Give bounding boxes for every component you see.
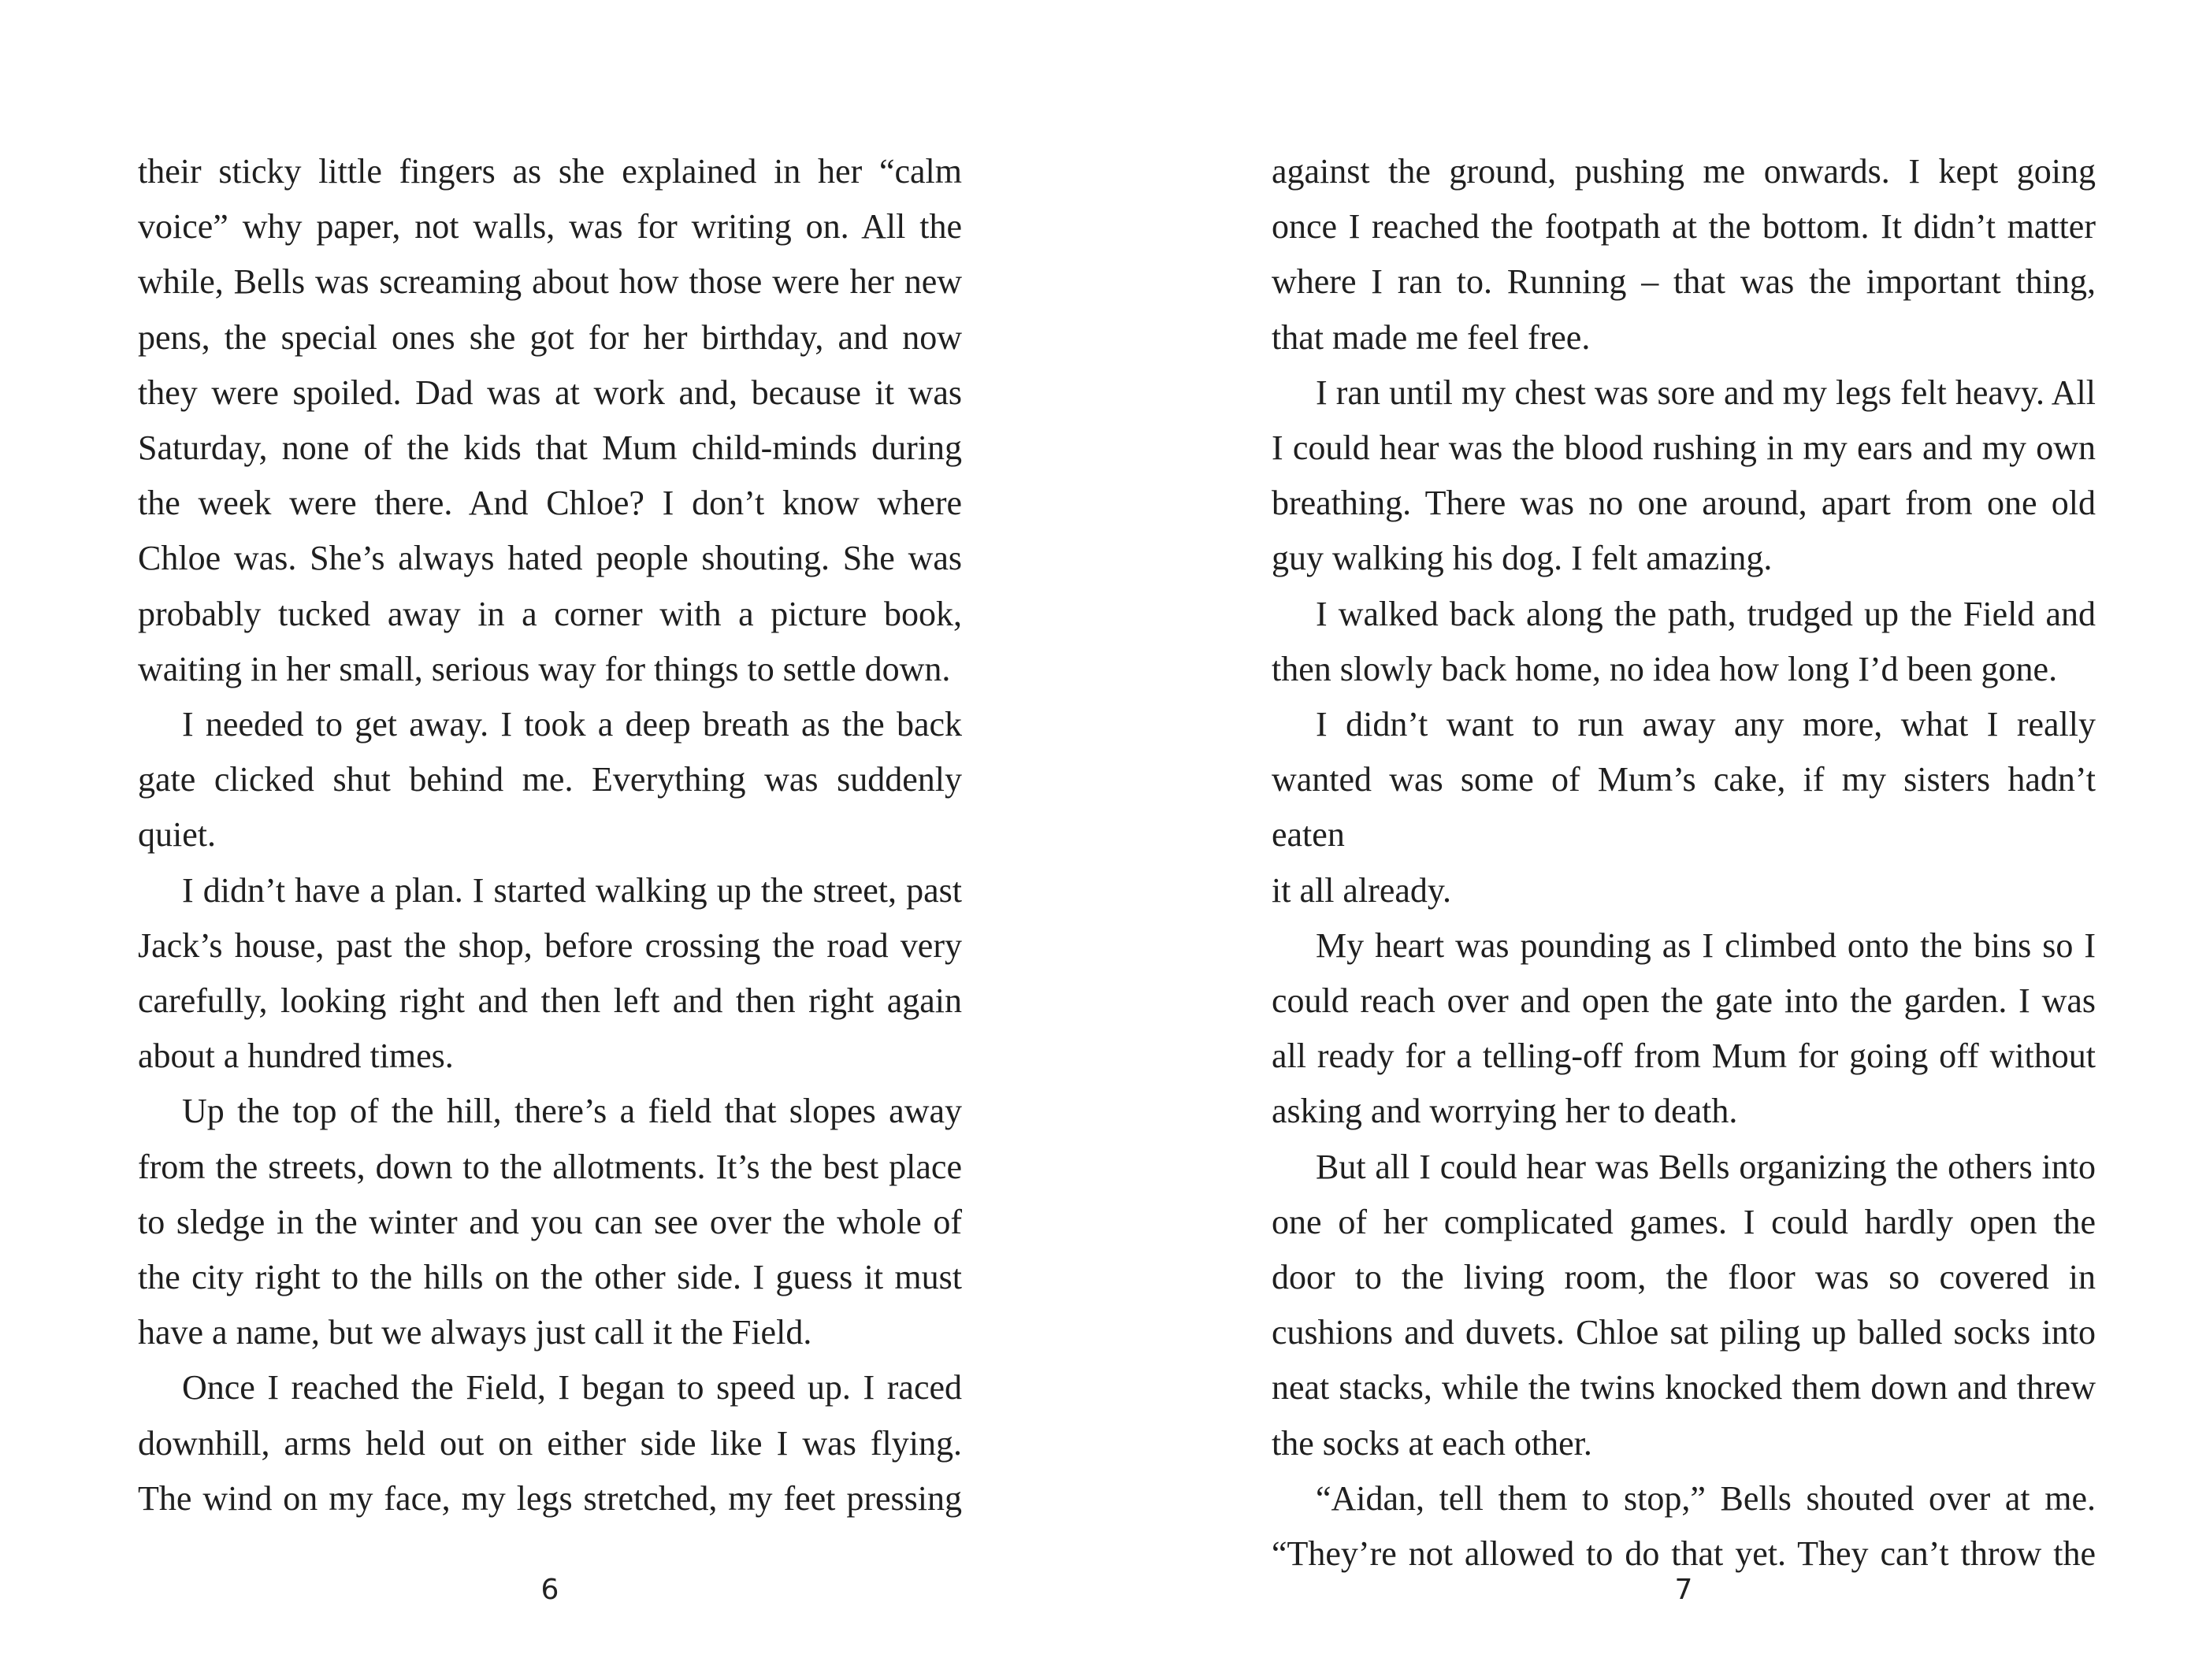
paragraph [138, 1084, 962, 1360]
text-line: breathing. There was no one around, apart from one old [1272, 484, 2096, 523]
text-line: Saturday, none of the kids that Mum child-minds during [138, 428, 962, 468]
text-line: waiting in her small, serious way for things to settle down. [138, 649, 951, 688]
text-line: I didn’t want to run away any more, what I really [1316, 705, 2096, 744]
text-line: downhill, arms held out on either side like I was flying. [138, 1423, 962, 1463]
text-line: about a hundred times. [138, 1037, 454, 1076]
text-line: wanted was some of Mum’s cake, if my sisters hadn’t eaten [1272, 760, 2096, 855]
text-line: then slowly back home, no idea how long I’d been gone. [1272, 649, 2058, 688]
text-line: one of her complicated games. I could hardly open the [1272, 1202, 2096, 1241]
text-line: the socks at each other. [1272, 1423, 1592, 1463]
text-line: neat stacks, while the twins knocked them down and threw [1272, 1368, 2096, 1407]
text-line: have a name, but we always just call it the Field. [138, 1313, 812, 1352]
text-line: the week were there. And Chloe? I don’t know where [138, 484, 962, 523]
paragraph [138, 863, 962, 1085]
text-line: Once I reached the Field, I began to speed up. I raced [182, 1368, 962, 1407]
paragraph [1272, 1140, 2096, 1471]
text-line: while, Bells was screaming about how those were her new [138, 262, 962, 302]
paragraph [1272, 587, 2096, 697]
left-page-text [138, 144, 962, 1526]
text-line: “They’re not allowed to do that yet. They can’t throw the [1272, 1534, 2096, 1574]
text-line: pens, the special ones she got for her birthday, and now [138, 317, 962, 357]
text-line: carefully, looking right and then left and then right again [138, 981, 962, 1021]
text-line: I needed to get away. I took a deep breath as the back [182, 705, 962, 744]
text-line: it all already. [1272, 870, 1452, 910]
text-line: their sticky little fingers as she explained in her “calm [138, 152, 962, 191]
text-line: to sledge in the winter and you can see over the whole of [138, 1202, 962, 1241]
text-line: once I reached the footpath at the bottom. It didn’t matter [1272, 207, 2096, 247]
paragraph [1272, 918, 2096, 1140]
text-line: where I ran to. Running – that was the important thing, [1272, 262, 2096, 302]
text-line: all ready for a telling-off from Mum for going off without [1272, 1037, 2096, 1076]
text-line: Up the top of the hill, there’s a field that slopes away [182, 1092, 962, 1131]
text-line: Jack’s house, past the shop, before crossing the road very [138, 925, 962, 965]
paragraph [1272, 1471, 2096, 1582]
text-line: quiet. [138, 815, 216, 855]
paragraph [1272, 697, 2096, 918]
left-page-number: 6 [540, 1574, 559, 1606]
text-line: Chloe was. She’s always hated people shouting. She was [138, 539, 962, 578]
text-line: against the ground, pushing me onwards. I kept going [1272, 152, 2096, 191]
text-line: door to the living room, the floor was so covered in [1272, 1258, 2096, 1297]
text-line: The wind on my face, my legs stretched, my feet pressing [138, 1478, 962, 1518]
text-line: asking and worrying her to death. [1272, 1092, 1738, 1131]
text-line: probably tucked away in a corner with a picture book, [138, 594, 962, 633]
text-line: I walked back along the path, trudged up the Field and [1316, 594, 2096, 633]
paragraph [138, 697, 962, 863]
text-line: they were spoiled. Dad was at work and, because it was [138, 373, 962, 412]
text-line: I ran until my chest was sore and my legs felt heavy. All [1316, 373, 2096, 412]
text-line: that made me feel free. [1272, 317, 1591, 357]
text-line: voice” why paper, not walls, was for writing on. All the [138, 207, 962, 247]
right-page-number: 7 [1674, 1574, 1693, 1606]
paragraph [138, 144, 962, 697]
text-line: I didn’t have a plan. I started walking up the street, past [182, 870, 962, 910]
text-line: But all I could hear was Bells organizing the others into [1316, 1147, 2096, 1186]
text-line: “Aidan, tell them to stop,” Bells shouted over at me. [1316, 1478, 2096, 1518]
text-line: I could hear was the blood rushing in my ears and my own [1272, 428, 2096, 468]
text-line: could reach over and open the gate into the garden. I was [1272, 981, 2096, 1021]
paragraph [1272, 365, 2096, 587]
text-line: the city right to the hills on the other side. I guess it must [138, 1258, 962, 1297]
text-line: guy walking his dog. I felt amazing. [1272, 539, 1773, 578]
text-line: My heart was pounding as I climbed onto the bins so I [1316, 925, 2096, 965]
right-page-text [1272, 144, 2096, 1582]
text-line: from the streets, down to the allotments. It’s the best place [138, 1147, 962, 1186]
text-line: cushions and duvets. Chloe sat piling up balled socks into [1272, 1313, 2096, 1352]
paragraph [138, 1360, 962, 1526]
text-line: gate clicked shut behind me. Everything was suddenly [138, 760, 962, 799]
paragraph [1272, 144, 2096, 365]
